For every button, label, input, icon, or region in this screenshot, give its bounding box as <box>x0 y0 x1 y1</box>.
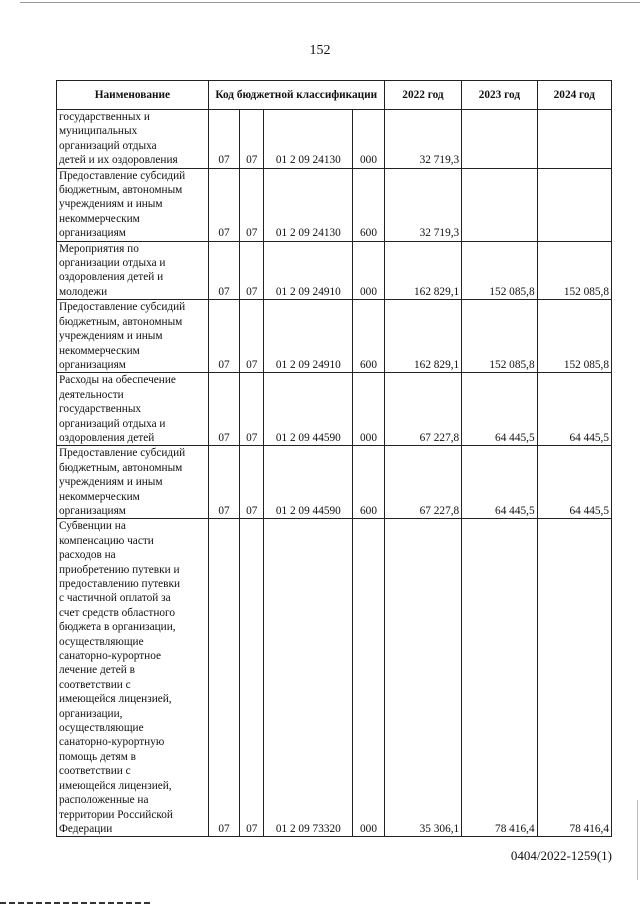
amount-2023: 64 445,5 <box>462 446 537 519</box>
row-name-line: имеющейся лицензией, <box>59 693 172 706</box>
row-name-line: оздоровления детей <box>59 431 155 444</box>
row-name-line: бюджета в организации, <box>59 621 176 634</box>
row-name-line: с частичной оплатой за <box>59 592 171 605</box>
row-name-line: организации, <box>59 707 123 720</box>
code-target-article: 01 2 09 24910 <box>264 300 353 373</box>
row-name <box>57 300 209 373</box>
code-subsection: 07 <box>240 300 264 373</box>
row-name-line: учреждениям и иным <box>59 330 163 343</box>
code-target-article: 01 2 09 24910 <box>264 241 353 300</box>
row-name-line: оздоровления детей и <box>59 271 164 284</box>
amount-2024: 78 416,4 <box>537 519 611 837</box>
row-name-line: помощь детям в <box>59 750 137 763</box>
code-subsection: 07 <box>240 446 264 519</box>
code-subsection: 07 <box>240 519 264 837</box>
scan-edge-bottom <box>0 902 150 904</box>
row-name-line: бюджетным, автономным <box>59 315 183 328</box>
row-name-line: детей и их оздоровления <box>59 154 178 167</box>
row-name-line: бюджетным, автономным <box>59 184 183 197</box>
row-name-line: организаций отдыха и <box>59 417 166 430</box>
code-target-article: 01 2 09 44590 <box>264 446 353 519</box>
amount-2022: 32 719,3 <box>384 168 461 241</box>
row-name-line: Предоставление субсидий <box>59 447 186 460</box>
row-name-line: санаторно-курортную <box>59 736 165 749</box>
row-name-line: расположенные на <box>59 794 149 807</box>
row-name <box>57 519 209 837</box>
table-row <box>57 373 612 446</box>
scan-edge-right <box>637 800 638 880</box>
amount-2024: 152 085,8 <box>537 241 611 300</box>
amount-2022: 32 719,3 <box>384 110 461 169</box>
amount-2023: 152 085,8 <box>462 300 537 373</box>
row-name-line: компенсацию части <box>59 534 154 547</box>
code-subsection: 07 <box>240 168 264 241</box>
header-2024: 2024 год <box>537 81 611 110</box>
budget-table <box>56 80 612 837</box>
row-name <box>57 168 209 241</box>
amount-2024: 64 445,5 <box>537 446 611 519</box>
code-section: 07 <box>208 446 239 519</box>
row-name <box>57 446 209 519</box>
code-subsection: 07 <box>240 110 264 169</box>
code-subsection: 07 <box>240 241 264 300</box>
table-header-row <box>57 81 612 110</box>
row-name <box>57 241 209 300</box>
row-name-line: Предоставление субсидий <box>59 169 186 182</box>
amount-2022: 67 227,8 <box>384 373 461 446</box>
row-name-line: счет средств областного <box>59 606 176 619</box>
row-name-line: учреждениям и иным <box>59 198 163 211</box>
code-subsection: 07 <box>240 373 264 446</box>
table-row <box>57 446 612 519</box>
table-body <box>57 110 612 837</box>
row-name-line: организации отдыха и <box>59 257 166 270</box>
row-name-line: организациям <box>59 504 126 517</box>
table-row <box>57 110 612 169</box>
amount-2023 <box>462 110 537 169</box>
code-expense-type: 600 <box>353 168 384 241</box>
page-number: 152 <box>309 43 331 58</box>
row-name-line: организациям <box>59 227 126 240</box>
row-name <box>57 373 209 446</box>
row-name-line: имеющейся лицензией, <box>59 779 172 792</box>
row-name-line: муниципальных <box>59 125 138 138</box>
header-name: Наименование <box>57 81 209 110</box>
amount-2024: 152 085,8 <box>537 300 611 373</box>
row-name-line: деятельности <box>59 388 124 401</box>
row-name-line: бюджетным, автономным <box>59 461 183 474</box>
code-target-article: 01 2 09 24130 <box>264 168 353 241</box>
row-name-line: Мероприятия по <box>59 242 139 255</box>
code-section: 07 <box>208 373 239 446</box>
code-section: 07 <box>208 300 239 373</box>
amount-2023 <box>462 168 537 241</box>
code-expense-type: 000 <box>353 110 384 169</box>
code-expense-type: 000 <box>353 241 384 300</box>
code-expense-type: 000 <box>353 519 384 837</box>
row-name-line: государственных <box>59 403 142 416</box>
scan-edge-top <box>20 2 640 3</box>
row-name-line: некоммерческим <box>59 490 140 503</box>
amount-2024 <box>537 110 611 169</box>
row-name-line: учреждениям и иным <box>59 476 163 489</box>
amount-2024: 64 445,5 <box>537 373 611 446</box>
table-row <box>57 300 612 373</box>
code-expense-type: 600 <box>353 300 384 373</box>
row-name-line: молодежи <box>59 285 108 298</box>
code-expense-type: 000 <box>353 373 384 446</box>
row-name-line: санаторно-курортное <box>59 650 162 663</box>
amount-2023: 78 416,4 <box>462 519 537 837</box>
row-name-line: Расходы на обеспечение <box>59 374 176 387</box>
row-name-line: предоставлению путевки <box>59 578 181 590</box>
row-name-line: Субвенции на <box>59 520 126 533</box>
row-name-line: некоммерческим <box>59 344 140 357</box>
row-name-line: организаций отдыха <box>59 139 157 152</box>
code-target-article: 01 2 09 44590 <box>264 373 353 446</box>
amount-2022: 162 829,1 <box>384 241 461 300</box>
amount-2022: 67 227,8 <box>384 446 461 519</box>
code-section: 07 <box>208 110 239 169</box>
row-name-line: приобретению путевки и <box>59 563 180 576</box>
amount-2023: 64 445,5 <box>462 373 537 446</box>
table-row <box>57 168 612 241</box>
amount-2023: 152 085,8 <box>462 241 537 300</box>
row-name-line: лечение детей в <box>59 664 135 677</box>
row-name-line: организациям <box>59 358 126 371</box>
amount-2022: 162 829,1 <box>384 300 461 373</box>
amount-2022: 35 306,1 <box>384 519 461 837</box>
row-name-line: расходов на <box>59 549 116 562</box>
header-code: Код бюджетной классификации <box>208 81 384 110</box>
code-target-article: 01 2 09 24130 <box>264 110 353 169</box>
code-section: 07 <box>208 519 239 837</box>
row-name-line: соответствии с <box>59 765 131 778</box>
table-row <box>57 519 612 837</box>
row-name-line: соответствии с <box>59 678 131 691</box>
amount-2024 <box>537 168 611 241</box>
code-section: 07 <box>208 168 239 241</box>
row-name-line: государственных и <box>59 111 150 123</box>
row-name-line: территории Российской <box>59 808 173 821</box>
row-name-line: Предоставление субсидий <box>59 301 186 314</box>
row-name-line: некоммерческим <box>59 212 140 225</box>
table-row <box>57 241 612 300</box>
header-2022: 2022 год <box>384 81 461 110</box>
row-name-line: осуществляющие <box>59 722 144 735</box>
row-name <box>57 110 209 169</box>
code-section: 07 <box>208 241 239 300</box>
document-registration-code: 0404/2022-1259(1) <box>510 848 612 863</box>
row-name-line: Федерации <box>59 822 113 835</box>
code-target-article: 01 2 09 73320 <box>264 519 353 837</box>
row-name-line: осуществляющие <box>59 635 144 648</box>
header-2023: 2023 год <box>462 81 537 110</box>
code-expense-type: 600 <box>353 446 384 519</box>
